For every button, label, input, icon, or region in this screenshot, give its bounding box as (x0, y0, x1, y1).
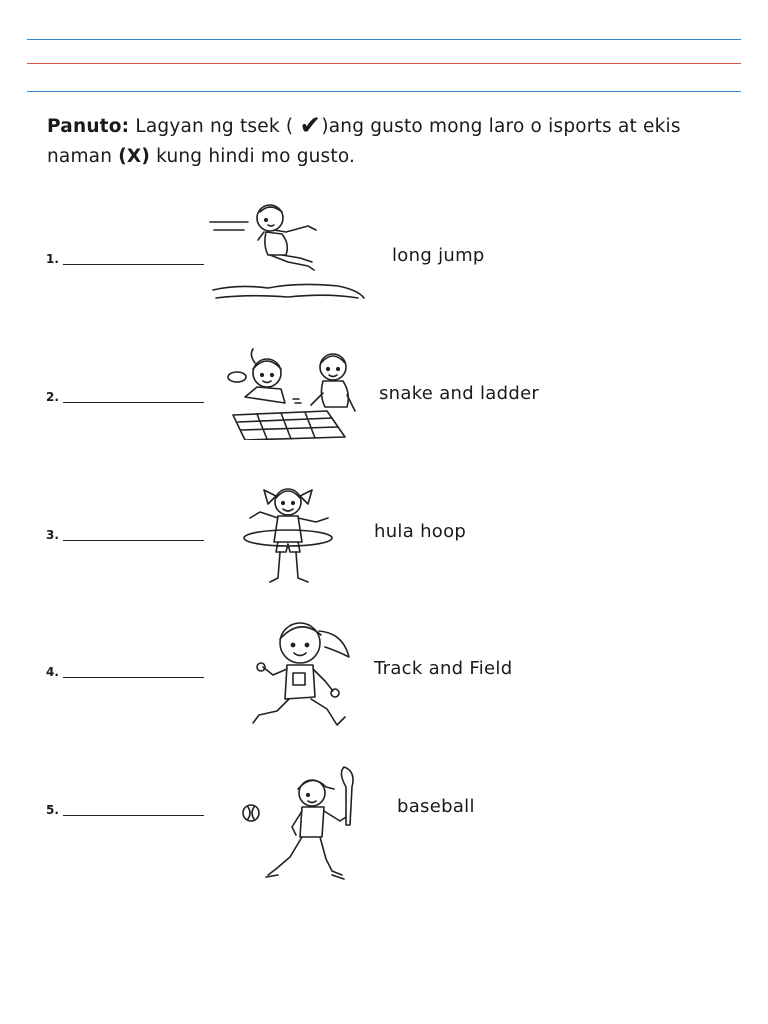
snake-and-ladder-drawing (215, 345, 370, 440)
x-mark-symbol: (X) (118, 146, 151, 167)
header-rule-top (27, 39, 741, 40)
activity-item-4 (0, 615, 768, 745)
hula-hoop-drawing (238, 482, 338, 587)
activity-item-2 (0, 340, 768, 470)
check-mark-icon: ✔ (299, 111, 322, 141)
instructions-text-2: )ang gusto mong laro o isports at ekis naman (47, 116, 681, 167)
instructions-label: Panuto: (47, 116, 130, 137)
long-jump-drawing (208, 200, 368, 305)
item-number: 1. (46, 252, 59, 266)
item-number: 5. (46, 803, 59, 817)
activity-item-3 (0, 478, 768, 608)
instructions-text-3: kung hindi mo gusto. (150, 146, 356, 167)
track-and-field-drawing (245, 615, 360, 733)
header-rule-middle (27, 63, 741, 64)
answer-blank-1[interactable] (63, 264, 204, 265)
instructions-text-1: Lagyan ng tsek ( (129, 116, 300, 137)
item-number: 3. (46, 528, 59, 542)
activity-label-1: long jump (392, 245, 485, 266)
header-rule-bottom (27, 91, 741, 92)
baseball-drawing (240, 763, 365, 885)
activity-label-2: snake and ladder (379, 383, 540, 404)
answer-blank-3[interactable] (63, 540, 204, 541)
activity-item-5 (0, 753, 768, 883)
activity-label-3: hula hoop (374, 521, 467, 542)
activity-label-5: baseball (397, 796, 475, 817)
item-number: 4. (46, 665, 59, 679)
activity-label-4: Track and Field (374, 658, 513, 679)
answer-blank-4[interactable] (63, 677, 204, 678)
answer-blank-5[interactable] (63, 815, 204, 816)
activity-item-1 (0, 200, 768, 330)
instructions (47, 112, 737, 172)
answer-blank-2[interactable] (63, 402, 204, 403)
item-number: 2. (46, 390, 59, 404)
